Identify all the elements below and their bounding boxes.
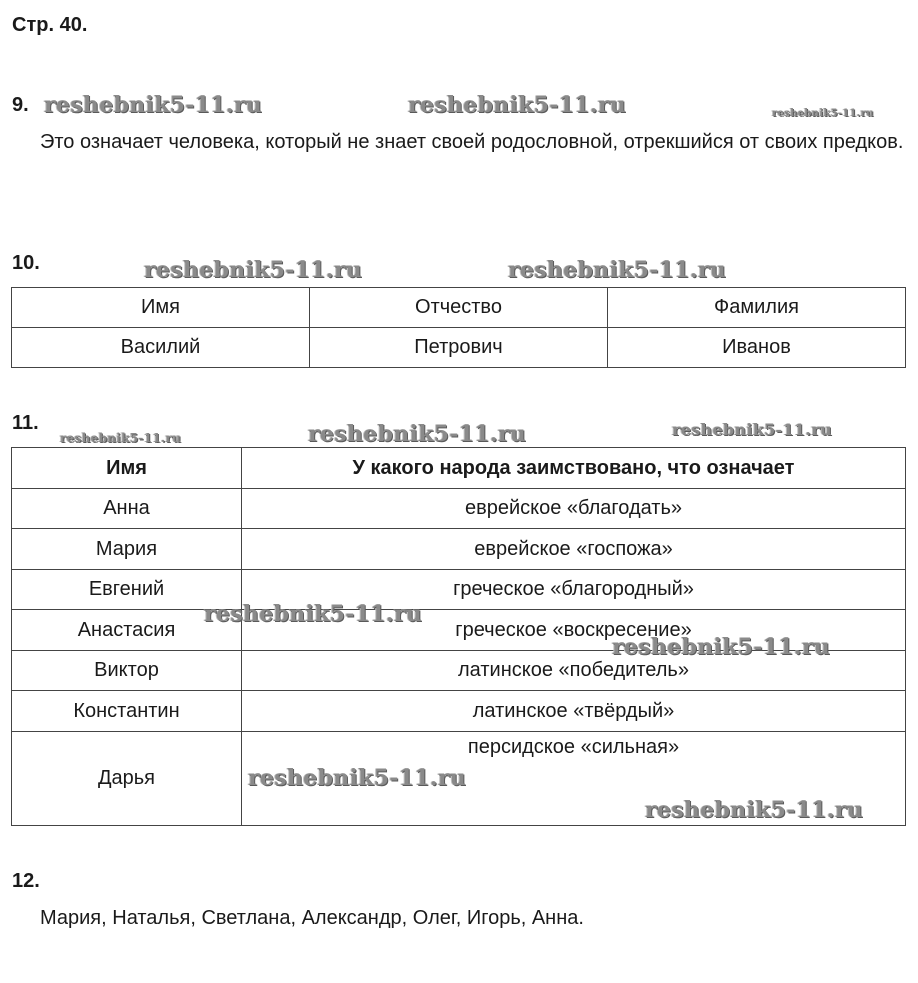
column-header: Отчество [310,288,608,328]
watermark: reshebnik5-11.ru [144,257,363,283]
table-row [12,691,906,732]
page-title: Стр. 40. [12,14,88,36]
patronymic-table [11,287,906,368]
origin-cell: еврейское «госпожа» [242,529,906,570]
question-11-number: 11. [12,412,39,434]
question-9-number: 9. [12,94,29,116]
table-row [12,489,906,529]
watermark: reshebnik5-11.ru [204,601,423,627]
table-cell: Иванов [608,328,906,368]
question-12-number: 12. [12,870,40,892]
name-cell: Виктор [12,651,242,691]
watermark: reshebnik5-11.ru [308,421,527,447]
watermark: reshebnik5-11.ru [672,420,832,439]
question-12-answer: Мария, Наталья, Светлана, Александр, Олег, Игорь, Анна. [40,907,584,929]
column-header: У какого народа заимствовано, что означает [242,448,906,489]
watermark: reshebnik5-11.ru [60,431,182,445]
name-cell: Дарья [12,732,242,826]
origin-text: персидское «сильная» [467,736,680,758]
origin-cell: греческое «воскресение» [242,610,906,651]
name-cell: Константин [12,691,242,732]
name-cell: Анна [12,489,242,529]
watermark: reshebnik5-11.ru [645,797,864,823]
origin-cell: еврейское «благодать» [242,489,906,529]
table-row [12,529,906,570]
name-cell: Анастасия [12,610,242,651]
column-header: Фамилия [608,288,906,328]
table-cell: Василий [12,328,310,368]
origin-cell: латинское «победитель» [242,651,906,691]
origin-cell: греческое «благородный» [242,570,906,610]
question-10-number: 10. [12,252,40,274]
name-cell: Мария [12,529,242,570]
watermark: reshebnik5-11.ru [772,108,874,119]
watermark: reshebnik5-11.ru [508,257,727,283]
watermark: reshebnik5-11.ru [612,634,831,660]
watermark: reshebnik5-11.ru [248,765,467,791]
question-9-answer: Это означает человека, который не знает своей родословной, отрекшийся от своих предков. [40,131,904,153]
origin-cell: латинское «твёрдый» [242,691,906,732]
column-header: Имя [12,448,242,489]
watermark: reshebnik5-11.ru [44,92,263,118]
table-cell: Петрович [310,328,608,368]
name-cell: Евгений [12,570,242,610]
column-header: Имя [12,288,310,328]
watermark: reshebnik5-11.ru [408,92,627,118]
table-row [12,570,906,610]
